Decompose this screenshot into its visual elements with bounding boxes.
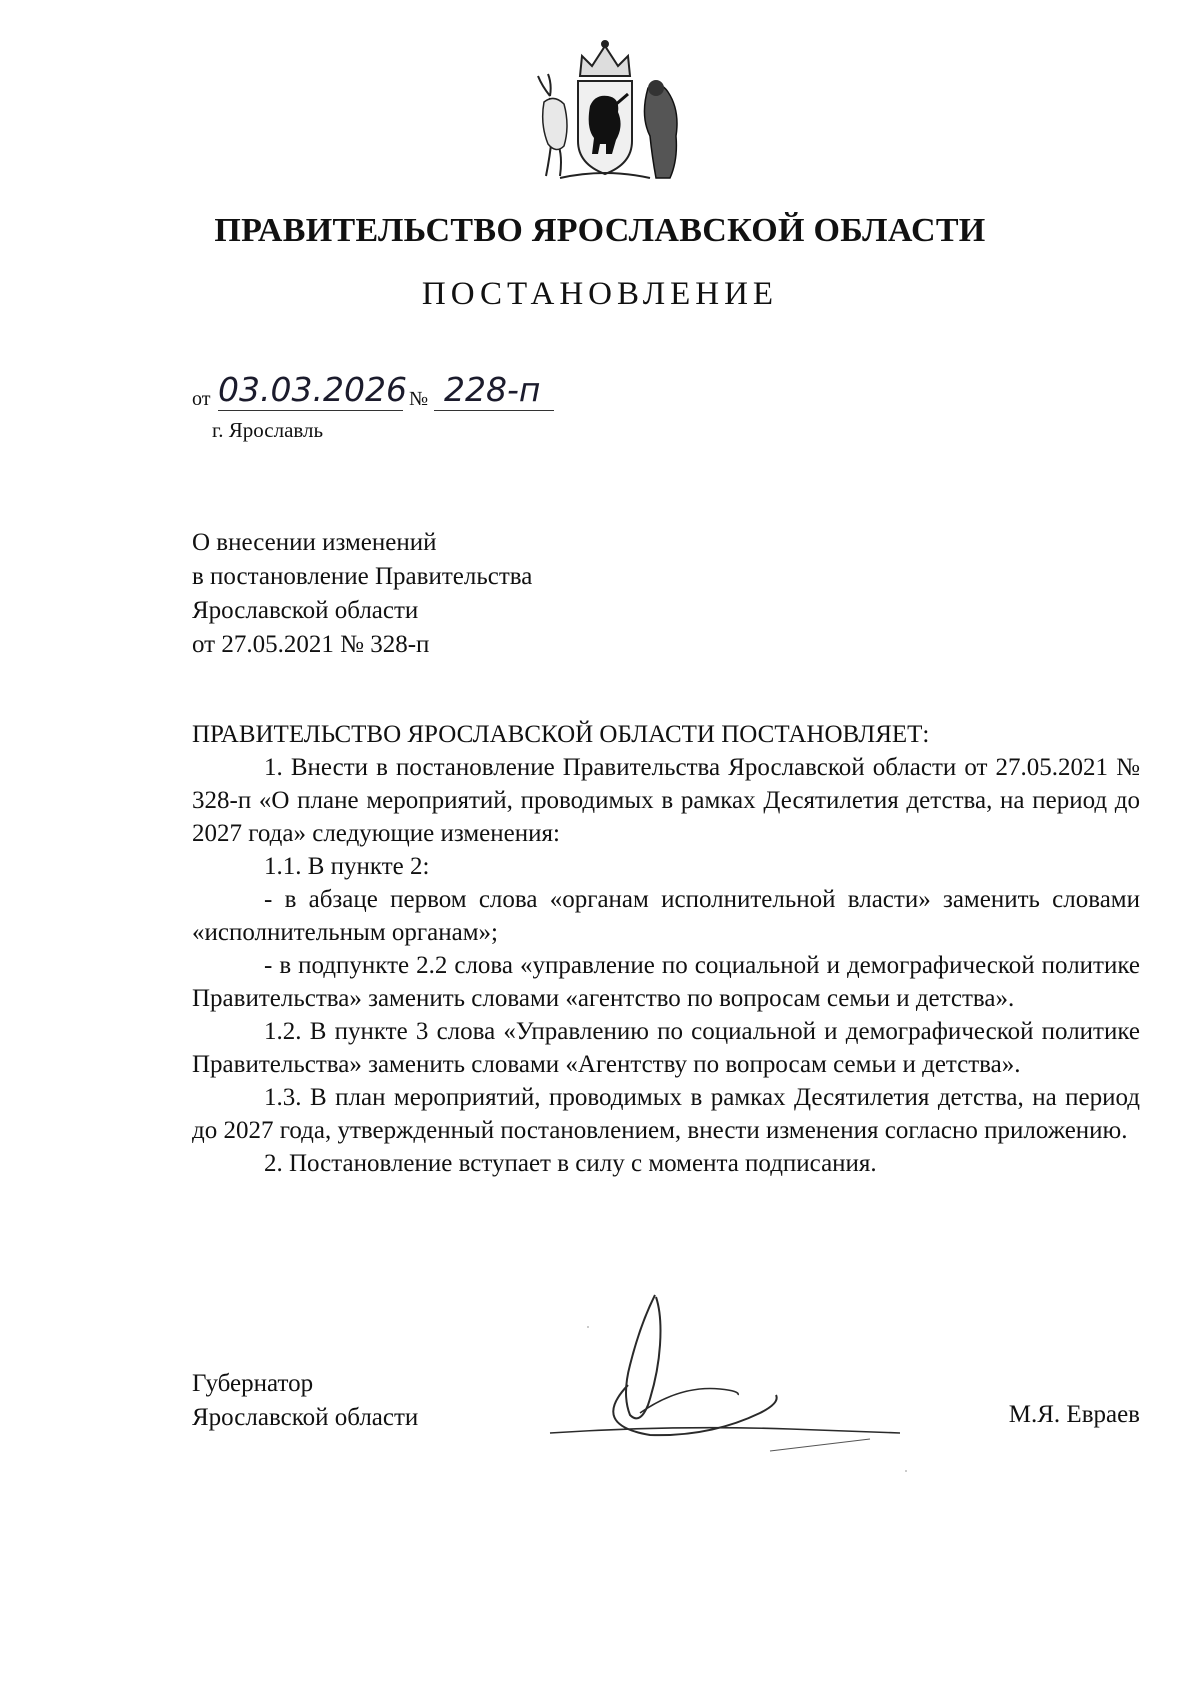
registration-line: [192, 370, 572, 414]
body-paragraph: 1.3. В план мероприятий, проводимых в рамках Десятилетия детства, на период до 2027 года, утвержденный постановлением, внести изменения согласно приложению.: [192, 1084, 1140, 1144]
body-paragraph: 1. Внести в постановление Правительства Ярославской области от 27.05.2021 № 328-п «О плане мероприятий, проводимых в рамках Десятилетия детства, на период до 2027 года» следующие изменения:: [192, 754, 1140, 847]
government-title: ПРАВИТЕЛЬСТВО ЯРОСЛАВСКОЙ ОБЛАСТИ: [214, 212, 986, 249]
subject-line: в постановление Правительства: [192, 563, 533, 590]
subject-line: О внесении изменений: [192, 529, 437, 556]
city: г. Ярославль: [212, 418, 324, 442]
scan-speck: [587, 1326, 589, 1328]
scan-speck: [905, 1470, 907, 1472]
body-paragraph: 1.1. В пункте 2:: [264, 853, 430, 880]
body-paragraph: 2. Постановление вступает в силу с момента подписания.: [264, 1150, 877, 1177]
resolves-heading: ПРАВИТЕЛЬСТВО ЯРОСЛАВСКОЙ ОБЛАСТИ ПОСТАНОВЛЯЕТ:: [192, 721, 930, 748]
signer-position-line: Ярославской области: [192, 1404, 419, 1431]
date-underline: [218, 410, 403, 411]
signer-position-line: Губернатор: [192, 1370, 314, 1397]
handwritten-signature-icon: [530, 1285, 920, 1460]
subject-line: от 27.05.2021 № 328-п: [192, 631, 430, 658]
document-type: ПОСТАНОВЛЕНИЕ: [421, 276, 779, 312]
coat-of-arms-icon: [520, 36, 690, 186]
date-prefix: от: [192, 388, 211, 410]
signer-position: [192, 1367, 418, 1435]
number-sign: №: [409, 388, 429, 410]
document-number: 228-п: [444, 370, 541, 409]
document-body: [192, 718, 1140, 1180]
number-underline: [434, 410, 554, 411]
document-subject: [192, 526, 532, 662]
body-paragraph: - в подпункте 2.2 слова «управление по социальной и демографической политике Правительства» заменить словами «агентство по вопросам семьи и детства».: [192, 952, 1140, 1012]
document-date: 03.03.2026: [218, 370, 407, 409]
body-paragraph: - в абзаце первом слова «органам исполнительной власти» заменить словами «исполнительным органам»;: [192, 886, 1140, 946]
signer-name: М.Я. Евраев: [1008, 1401, 1140, 1428]
body-paragraph: 1.2. В пункте 3 слова «Управлению по социальной и демографической политике Правительства» заменить словами «Агентству по вопросам семьи и детства».: [192, 1018, 1140, 1078]
subject-line: Ярославской области: [192, 597, 419, 624]
